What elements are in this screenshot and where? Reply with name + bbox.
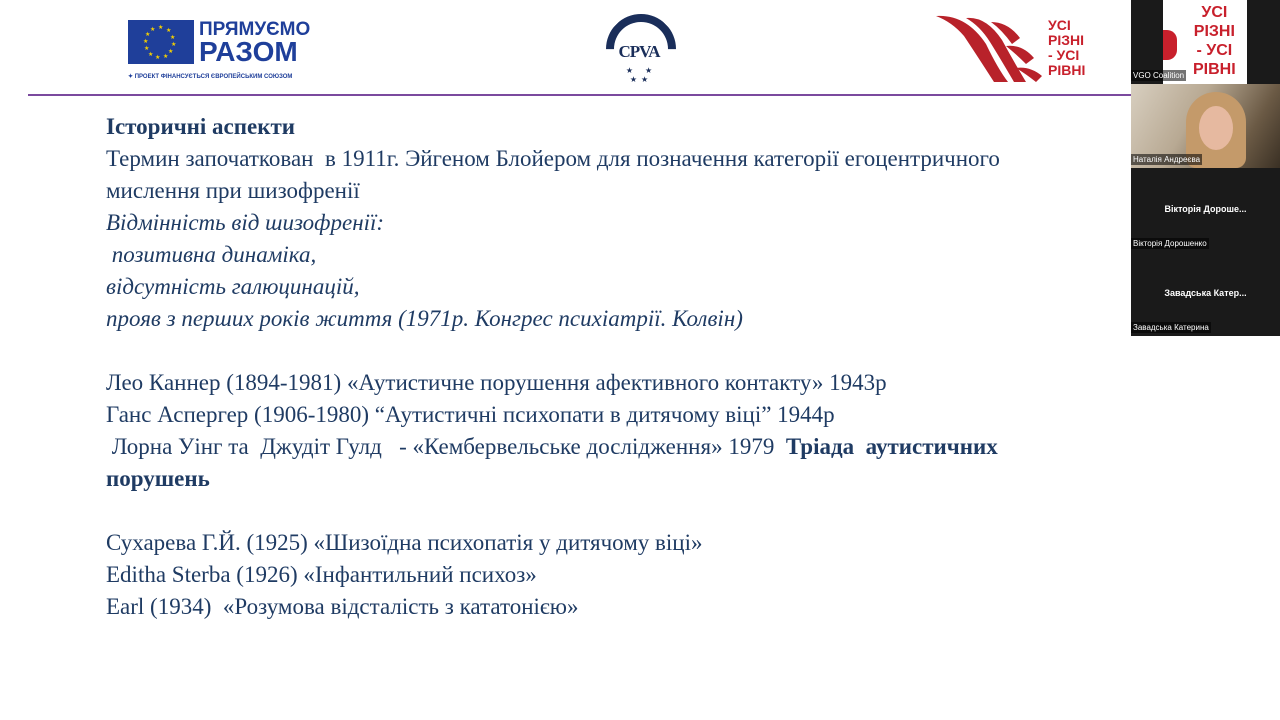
slide-line: [106, 431, 1000, 463]
participant-display-name: Вікторія Дороше...: [1164, 204, 1247, 214]
eu-logo-subtitle: ✦ ПРОЕКТ ФІНАНСУЄТЬСЯ ЄВРОПЕЙСЬКИМ СОЮЗОМ: [128, 74, 293, 80]
slide-line-bold: Тріада аутистичних: [785, 434, 998, 459]
usi-logo-line1: УСІ: [1048, 17, 1071, 33]
participant-tile[interactable]: [1131, 168, 1280, 252]
eu-logo-line1: ПРЯМУЄМО: [199, 19, 311, 40]
participant-name: Завадська Катерина: [1133, 323, 1209, 332]
usi-logo-line2: РІЗНІ: [1048, 32, 1084, 48]
participant-face: [1199, 106, 1233, 150]
participant-tile[interactable]: [1131, 252, 1280, 336]
ribbon-logo-icon: [936, 14, 1046, 82]
slide-line: Earl (1934) «Розумова відсталість з кататонією»: [106, 594, 579, 619]
participant-name: VGO Coalition: [1133, 71, 1185, 80]
slide-line: Відмінність від шизофренії:: [106, 210, 385, 235]
participant-tile[interactable]: [1131, 0, 1280, 84]
slide-line: позитивна динаміка,: [106, 242, 317, 267]
usi-logo-line4: РІВНІ: [1048, 62, 1086, 78]
video-text: - УСІ: [1196, 42, 1233, 59]
participant-name: Вікторія Дорошенко: [1133, 239, 1207, 248]
participant-name: Наталія Андреєва: [1133, 155, 1201, 164]
slide-blank-line: [106, 335, 1000, 367]
slide-line: відсутність галюцинацій,: [106, 274, 360, 299]
eu-logo: [128, 19, 311, 67]
participant-display-name: Завадська Катер...: [1164, 288, 1247, 298]
slide-line: Сухарева Г.Й. (1925) «Шизоїдна психопатія у дитячому віці»: [106, 530, 703, 555]
slide-line: Ганс Аспергер (1906-1980) “Аутистичні психопати в дитячому віці” 1944р: [106, 402, 835, 427]
slide-line: порушень: [106, 466, 210, 491]
slide-line: Термин започаткован в 1911г. Эйгеном Блойером для позначення категорії егоцентричного: [106, 146, 1000, 171]
slide-line-text: Лорна Уінг та Джудіт Гулд - «Кембервельське дослідження» 1979: [106, 434, 786, 459]
eu-flag-icon: ★ ★ ★ ★ ★ ★ ★ ★ ★ ★ ★ ★: [128, 20, 194, 64]
slide-line: Лео Каннер (1894-1981) «Аутистичне порушення афективного контакту» 1943р: [106, 370, 887, 395]
eu-logo-line2: РАЗОМ: [199, 36, 298, 67]
cpva-logo-text: CPVA: [618, 42, 660, 61]
slide-line: мислення при шизофренії: [106, 178, 360, 203]
usi-rizni-logo: [936, 14, 1106, 84]
usi-logo-line3: - УСІ: [1048, 47, 1080, 63]
stars-icon: ★ ★ ★ ★: [625, 66, 653, 84]
video-text: УСІ: [1201, 4, 1228, 21]
cpva-logo: [600, 14, 680, 89]
slide-line: прояв з перших років життя (1971р. Конгрес психіатрії. Колвін): [106, 306, 743, 331]
slide-line: Editha Sterba (1926) «Інфантильний психоз»: [106, 562, 537, 587]
slide-blank-line: [106, 495, 1000, 527]
slide-heading: Історичні аспекти: [106, 114, 296, 139]
slide-content: [106, 111, 1000, 623]
participants-video-panel: [1131, 0, 1280, 336]
video-text: РІЗНІ: [1193, 23, 1235, 40]
participant-tile[interactable]: [1131, 84, 1280, 168]
video-text: РІВНІ: [1193, 61, 1236, 78]
header-divider: [28, 94, 1138, 96]
logo-fragment-icon: [1163, 30, 1177, 60]
